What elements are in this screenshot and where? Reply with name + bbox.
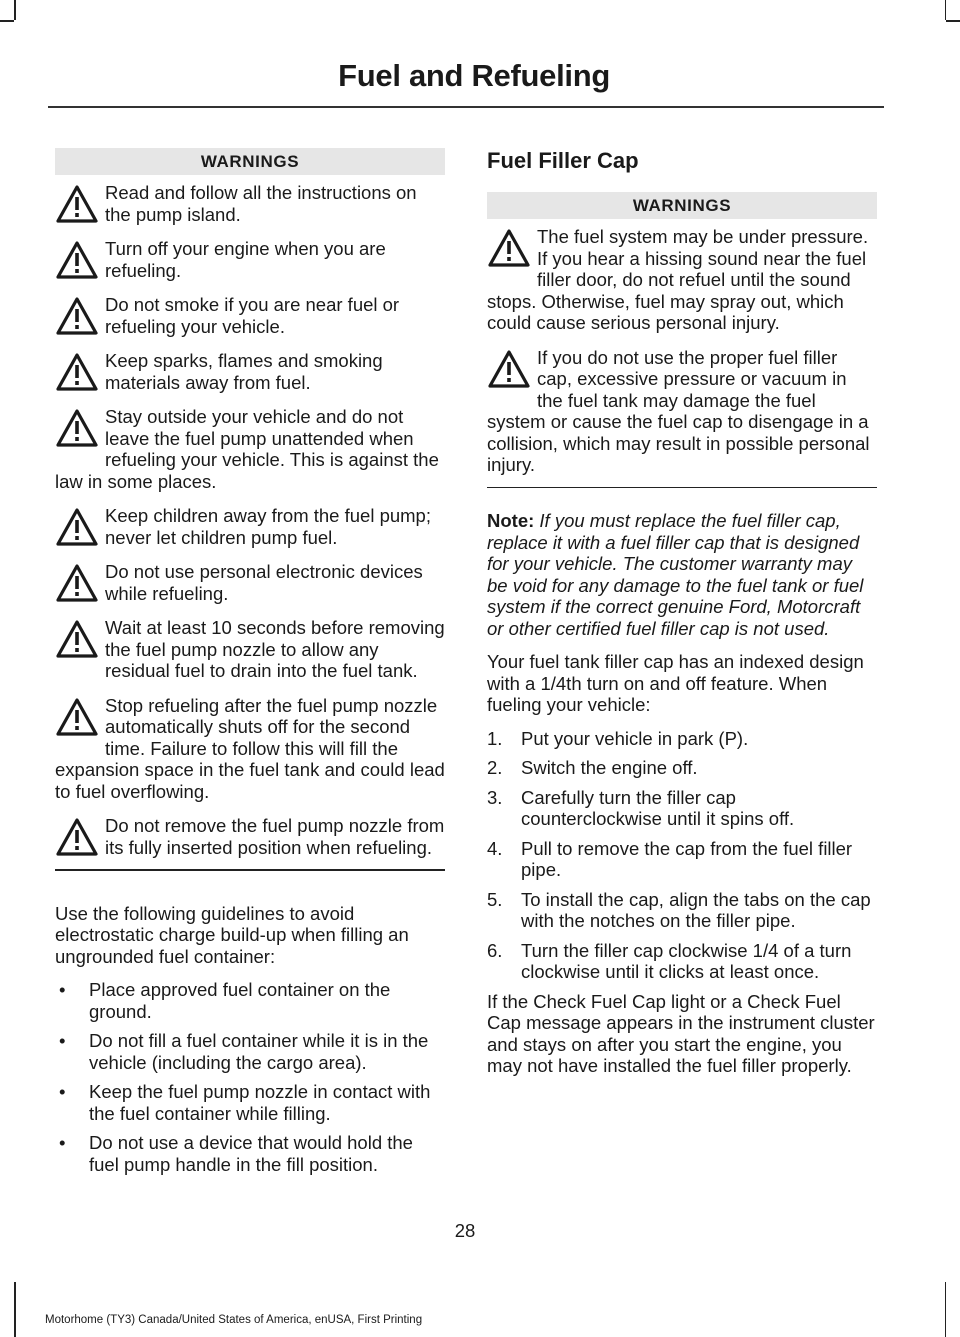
warning-triangle-icon	[55, 817, 105, 859]
guidelines-intro: Use the following guidelines to avoid electrostatic charge build-up when filling an ungrounded fuel container:	[55, 902, 409, 967]
crop-mark	[14, 0, 16, 20]
note-text: If you must replace the fuel filler cap, replace it with a fuel filler cap that is designed for your vehicle. The customer warranty may be void for any damage to the fuel tank or fuel system if the correct genuine Ford, Motorcraft or other certified fuel filler cap is not used.	[487, 510, 864, 639]
warnings-list	[55, 182, 445, 858]
cap-intro: Your fuel tank filler cap has an indexed design with a 1/4th turn on and off feature. When fueling your vehicle:	[487, 651, 864, 715]
list-item	[487, 787, 877, 830]
warning-triangle-icon	[55, 408, 105, 450]
warning-triangle-icon	[487, 349, 537, 391]
note	[487, 510, 877, 639]
warning-triangle-icon	[55, 352, 105, 394]
crop-mark	[946, 20, 960, 22]
guidelines-bullet-list	[55, 979, 445, 1175]
bullet-marker: •	[59, 1132, 66, 1153]
list-item-text: Do not fill a fuel container while it is in the vehicle (including the cargo area).	[89, 1030, 429, 1073]
warnings-header: WARNINGS	[55, 148, 445, 175]
warning-triangle-icon	[55, 697, 105, 739]
list-item	[487, 757, 877, 779]
warning-triangle-icon	[487, 228, 537, 270]
warning-triangle-icon	[55, 240, 105, 282]
list-item	[55, 1030, 445, 1073]
list-item	[55, 1132, 445, 1175]
warning-text: The fuel system may be under pressure. If you hear a hissing sound near the fuel filler door, do not refuel until the sound stops. Otherwise, fuel may spray out, which could cause serious personal injury.	[487, 226, 869, 333]
step-text: Switch the engine off.	[521, 757, 698, 778]
bullet-marker: •	[59, 1081, 66, 1102]
list-item-text: Keep the fuel pump nozzle in contact with the fuel container while filling.	[89, 1081, 431, 1124]
warning-item	[55, 406, 445, 492]
crop-mark	[945, 1282, 947, 1337]
step-text: Turn the filler cap clockwise 1/4 of a turn clockwise until it clicks at least once.	[521, 939, 852, 982]
warning-triangle-icon	[55, 507, 105, 549]
warning-triangle-icon	[55, 619, 105, 661]
list-item	[487, 940, 877, 983]
warning-text: Keep sparks, flames and smoking materials away from fuel.	[105, 350, 383, 393]
step-number: 5.	[487, 888, 503, 910]
right-column	[487, 148, 877, 1089]
refuel-steps-list	[487, 728, 877, 983]
step-text: Carefully turn the filler cap counterclockwise until it spins off.	[521, 786, 795, 829]
warning-text: Stop refueling after the fuel pump nozzle automatically shuts off for the second time. Failure to follow this will fill the expansion space in the fuel tank and could lead to fuel overflowing.	[55, 694, 445, 802]
step-text: To install the cap, align the tabs on the cap with the notches on the filler pipe.	[521, 888, 871, 931]
warnings-list	[487, 226, 877, 476]
header-rule	[48, 106, 884, 108]
warning-text: If you do not use the proper fuel filler cap, excessive pressure or vacuum in the fuel tank may damage the fuel system or cause the fuel cap to disengage in a collision, which may result in possible personal injury.	[487, 346, 870, 475]
warning-text: Do not smoke if you are near fuel or refueling your vehicle.	[105, 294, 400, 337]
warning-item	[55, 350, 445, 393]
check-fuel-cap-text: If the Check Fuel Cap light or a Check Fuel Cap message appears in the instrument cluster and stays on after you start the engine, you may not have installed the fuel filler properly.	[487, 990, 875, 1076]
step-number: 3.	[487, 786, 503, 808]
warning-item	[55, 182, 445, 225]
list-item	[487, 838, 877, 881]
list-item	[55, 979, 445, 1022]
section-title: Fuel Filler Cap	[487, 148, 639, 173]
crop-mark	[0, 20, 14, 22]
warning-text: Do not remove the fuel pump nozzle from its fully inserted position when refueling.	[105, 815, 445, 858]
step-number: 6.	[487, 939, 503, 961]
list-item	[55, 1081, 445, 1124]
list-item-text: Place approved fuel container on the ground.	[89, 979, 391, 1022]
warning-triangle-icon	[55, 563, 105, 605]
warning-text: Stay outside your vehicle and do not leave the fuel pump unattended when refueling your vehicle. This is against the law in some places.	[55, 406, 439, 492]
warning-item	[487, 347, 877, 476]
warning-text: Wait at least 10 seconds before removing the fuel pump nozzle to allow any residual fuel to drain into the fuel tank.	[105, 617, 445, 681]
warning-item	[55, 561, 445, 604]
list-item	[487, 889, 877, 932]
warning-text: Keep children away from the fuel pump; never let children pump fuel.	[105, 505, 431, 548]
warning-triangle-icon	[55, 184, 105, 226]
warnings-header: WARNINGS	[487, 192, 877, 219]
warning-triangle-icon	[55, 296, 105, 338]
warning-item	[55, 294, 445, 337]
warning-item	[55, 505, 445, 548]
step-number: 1.	[487, 727, 503, 749]
bullet-marker: •	[59, 1030, 66, 1051]
step-text: Put your vehicle in park (P).	[521, 727, 749, 749]
step-number: 2.	[487, 757, 503, 778]
warning-item	[487, 226, 877, 334]
crop-mark	[14, 1282, 16, 1337]
step-text: Pull to remove the cap from the fuel filler pipe.	[521, 837, 853, 880]
page-title: Fuel and Refueling	[338, 58, 610, 93]
left-column	[55, 148, 445, 1183]
warning-item	[55, 617, 445, 682]
bullet-marker: •	[59, 979, 66, 1000]
footer-text: Motorhome (TY3) Canada/United States of America, enUSA, First Printing	[45, 1314, 423, 1326]
warning-text: Do not use personal electronic devices while refueling.	[105, 561, 423, 604]
step-number: 4.	[487, 837, 503, 859]
page-number: 28	[454, 1220, 476, 1241]
note-label: Note:	[487, 510, 535, 531]
warning-text: Turn off your engine when you are refueling.	[105, 238, 386, 281]
list-item	[487, 728, 877, 750]
warning-item	[55, 815, 445, 858]
section-rule	[55, 869, 445, 871]
list-item-text: Do not use a device that would hold the fuel pump handle in the fill position.	[89, 1132, 413, 1175]
warning-item	[55, 695, 445, 803]
section-rule	[487, 487, 877, 489]
warning-text: Read and follow all the instructions on the pump island.	[105, 182, 417, 225]
crop-mark	[945, 0, 947, 20]
warning-item	[55, 238, 445, 281]
